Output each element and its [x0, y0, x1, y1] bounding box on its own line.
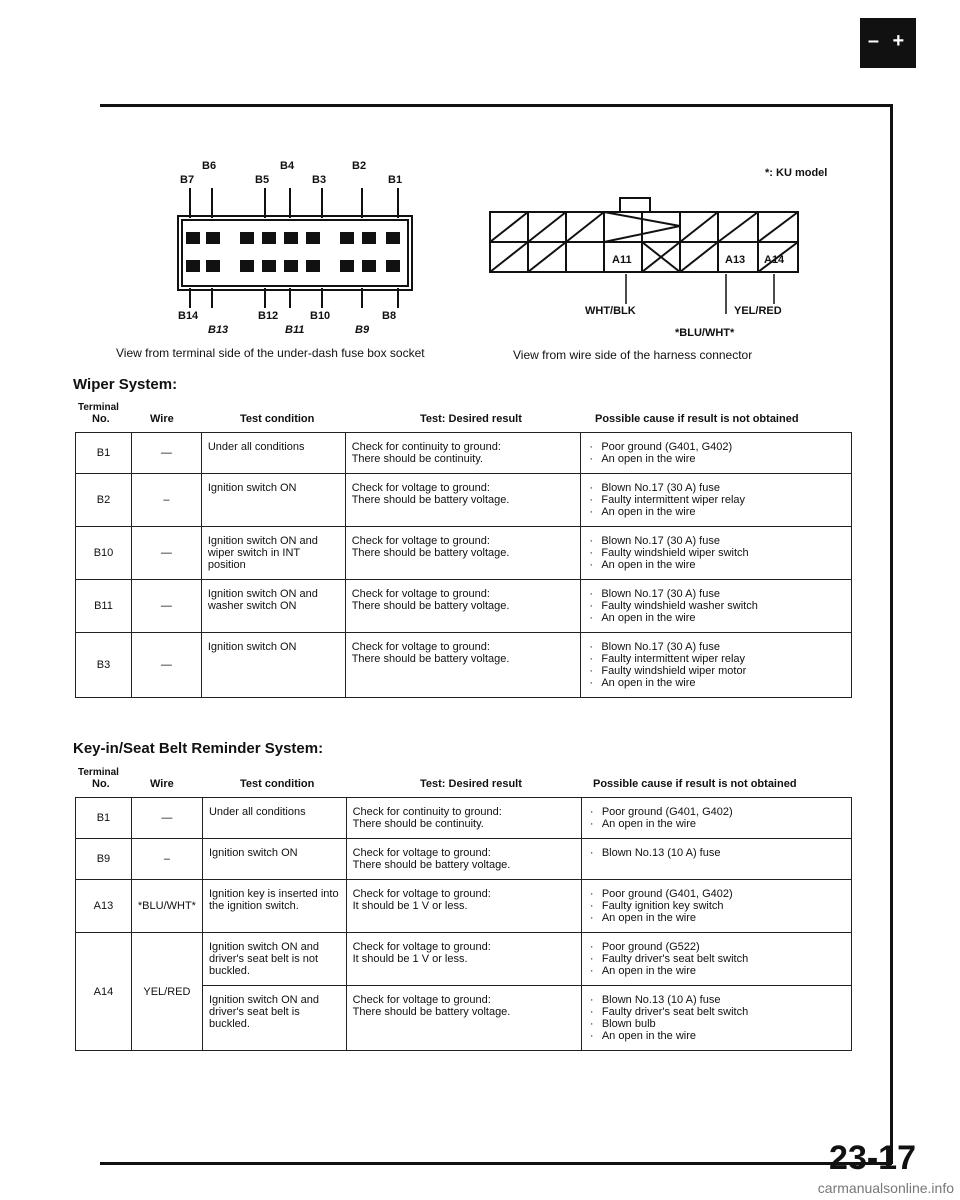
- header-no: No.: [92, 413, 110, 425]
- possible-cause-cell: [581, 633, 852, 698]
- top-rule: [100, 104, 892, 107]
- table-row: [76, 798, 852, 839]
- wiper-table: [75, 432, 852, 698]
- pin-label: B7: [180, 174, 195, 186]
- page-number: 23-17: [829, 1139, 916, 1177]
- terminal-cell: B1: [76, 798, 132, 839]
- header-no: No.: [92, 778, 110, 790]
- terminal-cell: B11: [76, 580, 132, 633]
- harness-cell-label: A13: [725, 254, 746, 266]
- desired-result-cell: Check for voltage to ground: It should be 1 V or less.: [346, 933, 581, 986]
- cause-item: · Blown bulb: [602, 1018, 845, 1030]
- possible-cause-cell: [581, 839, 851, 880]
- terminal-cell: B9: [76, 839, 132, 880]
- table-row: [76, 880, 852, 933]
- desired-result-cell: Check for voltage to ground: There should be battery voltage.: [345, 474, 581, 527]
- possible-cause-cell: [581, 527, 852, 580]
- cause-item: · An open in the wire: [601, 453, 845, 465]
- desired-result-cell: Check for voltage to ground: There should be battery voltage.: [346, 986, 581, 1051]
- wire-label-wht-blk: WHT/BLK: [585, 305, 636, 317]
- pin-label: B9: [355, 324, 370, 336]
- cause-item: · An open in the wire: [601, 559, 845, 571]
- cause-item: · An open in the wire: [601, 506, 845, 518]
- possible-cause-cell: [581, 798, 851, 839]
- table-row: [76, 527, 852, 580]
- test-condition-cell: Ignition switch ON: [201, 633, 345, 698]
- possible-cause-cell: [581, 933, 851, 986]
- keyin-table: [75, 797, 852, 1051]
- test-condition-cell: Ignition switch ON: [201, 474, 345, 527]
- desired-result-cell: Check for voltage to ground: There should be battery voltage.: [346, 839, 581, 880]
- cause-item: · Blown No.17 (30 A) fuse: [601, 588, 845, 600]
- header-terminal: Terminal: [78, 767, 119, 778]
- keyin-section-title: Key-in/Seat Belt Reminder System:: [73, 740, 324, 757]
- fuse-box-caption: View from terminal side of the under-dash fuse box socket: [116, 346, 425, 360]
- wiper-section-title: Wiper System:: [73, 376, 178, 393]
- header-desired-result: Test: Desired result: [420, 413, 522, 425]
- pin-label: B12: [258, 310, 279, 322]
- watermark: carmanualsonline.info: [817, 1180, 954, 1196]
- right-frame: [890, 104, 893, 1164]
- table-row: [76, 580, 852, 633]
- possible-cause-cell: [581, 474, 852, 527]
- battery-icon: [860, 18, 916, 68]
- cause-item: · An open in the wire: [602, 818, 845, 830]
- cause-item: · Blown No.13 (10 A) fuse: [602, 994, 845, 1006]
- test-condition-cell: Ignition key is inserted into the ignition switch.: [202, 880, 346, 933]
- cause-item: · An open in the wire: [601, 677, 845, 689]
- cause-item: · Faulty driver's seat belt switch: [602, 1006, 845, 1018]
- table-row: [76, 839, 852, 880]
- test-condition-cell: Under all conditions: [202, 798, 346, 839]
- fuse-socket-drawing: [170, 188, 420, 308]
- harness-cell-label: A11: [612, 254, 632, 266]
- desired-result-cell: Check for continuity to ground: There should be continuity.: [346, 798, 581, 839]
- test-condition-cell: Ignition switch ON and driver's seat belt is not buckled.: [202, 933, 346, 986]
- desired-result-cell: Check for voltage to ground: It should be 1 V or less.: [346, 880, 581, 933]
- header-wire: Wire: [150, 778, 174, 790]
- cause-item: · Faulty ignition key switch: [602, 900, 845, 912]
- terminal-cell: A13: [76, 880, 132, 933]
- pin-label: B3: [312, 174, 327, 186]
- terminal-cell: B10: [76, 527, 132, 580]
- desired-result-cell: Check for continuity to ground: There should be continuity.: [345, 433, 581, 474]
- header-possible-cause: Possible cause if result is not obtained: [595, 413, 799, 425]
- test-condition-cell: Ignition switch ON and wiper switch in INT position: [201, 527, 345, 580]
- wire-cell: —: [131, 798, 202, 839]
- possible-cause-cell: [581, 433, 852, 474]
- possible-cause-cell: [581, 580, 852, 633]
- desired-result-cell: Check for voltage to ground: There should be battery voltage.: [345, 580, 581, 633]
- ku-model-note: *: KU model: [765, 167, 828, 179]
- test-condition-cell: Ignition switch ON: [202, 839, 346, 880]
- cause-item: · An open in the wire: [602, 965, 845, 977]
- test-condition-cell: Ignition switch ON and washer switch ON: [201, 580, 345, 633]
- wire-cell: YEL/RED: [131, 933, 202, 1051]
- test-condition-cell: Ignition switch ON and driver's seat belt is buckled.: [202, 986, 346, 1051]
- harness-caption: View from wire side of the harness connector: [513, 348, 753, 362]
- cause-item: · Blown No.17 (30 A) fuse: [601, 535, 845, 547]
- table-row: [76, 933, 852, 986]
- pin-label: B8: [382, 310, 397, 322]
- pin-label: B11: [285, 324, 305, 336]
- wire-label-blu-wht: *BLU/WHT*: [675, 327, 735, 339]
- header-terminal: Terminal: [78, 402, 119, 413]
- desired-result-cell: Check for voltage to ground: There should be battery voltage.: [345, 633, 581, 698]
- pin-label: B14: [178, 310, 199, 322]
- pin-label: B4: [280, 160, 295, 172]
- wire-cell: —: [131, 433, 201, 474]
- cause-item: · Faulty windshield wiper switch: [601, 547, 845, 559]
- table-row: [76, 474, 852, 527]
- pin-label: B13: [208, 324, 229, 336]
- possible-cause-cell: [581, 880, 851, 933]
- cause-item: · An open in the wire: [601, 612, 845, 624]
- cause-item: · Poor ground (G401, G402): [602, 888, 845, 900]
- test-condition-cell: Under all conditions: [201, 433, 345, 474]
- cause-item: · Faulty windshield washer switch: [601, 600, 845, 612]
- terminal-cell: B1: [76, 433, 132, 474]
- table-row: [76, 633, 852, 698]
- wire-cell: –: [131, 474, 201, 527]
- cause-item: · Blown No.17 (30 A) fuse: [601, 482, 845, 494]
- harness-cell-label: A14: [764, 254, 785, 266]
- cause-item: · Faulty windshield wiper motor: [601, 665, 845, 677]
- pin-label: B5: [255, 174, 270, 186]
- header-possible-cause: Possible cause if result is not obtained: [593, 778, 797, 790]
- header-wire: Wire: [150, 413, 174, 425]
- wire-cell: —: [131, 580, 201, 633]
- pin-label: B10: [310, 310, 331, 322]
- pin-label: B2: [352, 160, 367, 172]
- cause-item: · Blown No.13 (10 A) fuse: [602, 847, 845, 859]
- possible-cause-cell: [581, 986, 851, 1051]
- cause-item: · Blown No.17 (30 A) fuse: [601, 641, 845, 653]
- pin-label: B1: [388, 174, 403, 186]
- wire-label-yel-red: YEL/RED: [734, 305, 782, 317]
- cause-item: · Faulty intermittent wiper relay: [601, 494, 845, 506]
- fuse-box-diagram: [160, 158, 430, 348]
- wire-cell: –: [131, 839, 202, 880]
- terminal-cell: B3: [76, 633, 132, 698]
- header-test-condition: Test condition: [240, 413, 315, 425]
- cause-item: · Poor ground (G401, G402): [602, 806, 845, 818]
- terminal-cell: A14: [76, 933, 132, 1051]
- desired-result-cell: Check for voltage to ground: There should be battery voltage.: [345, 527, 581, 580]
- wire-cell: —: [131, 633, 201, 698]
- bottom-rule: [100, 1162, 892, 1165]
- cause-item: · Faulty intermittent wiper relay: [601, 653, 845, 665]
- wire-cell: —: [131, 527, 201, 580]
- cause-item: · An open in the wire: [602, 912, 845, 924]
- cause-item: · Faulty driver's seat belt switch: [602, 953, 845, 965]
- pin-label: B6: [202, 160, 217, 172]
- battery-symbol: – +: [867, 30, 909, 52]
- cause-item: · An open in the wire: [602, 1030, 845, 1042]
- harness-connector-drawing: [488, 196, 800, 276]
- header-test-condition: Test condition: [240, 778, 315, 790]
- wire-cell: *BLU/WHT*: [131, 880, 202, 933]
- table-row: [76, 433, 852, 474]
- cause-item: · Poor ground (G401, G402): [601, 441, 845, 453]
- terminal-cell: B2: [76, 474, 132, 527]
- cause-item: · Poor ground (G522): [602, 941, 845, 953]
- header-desired-result: Test: Desired result: [420, 778, 522, 790]
